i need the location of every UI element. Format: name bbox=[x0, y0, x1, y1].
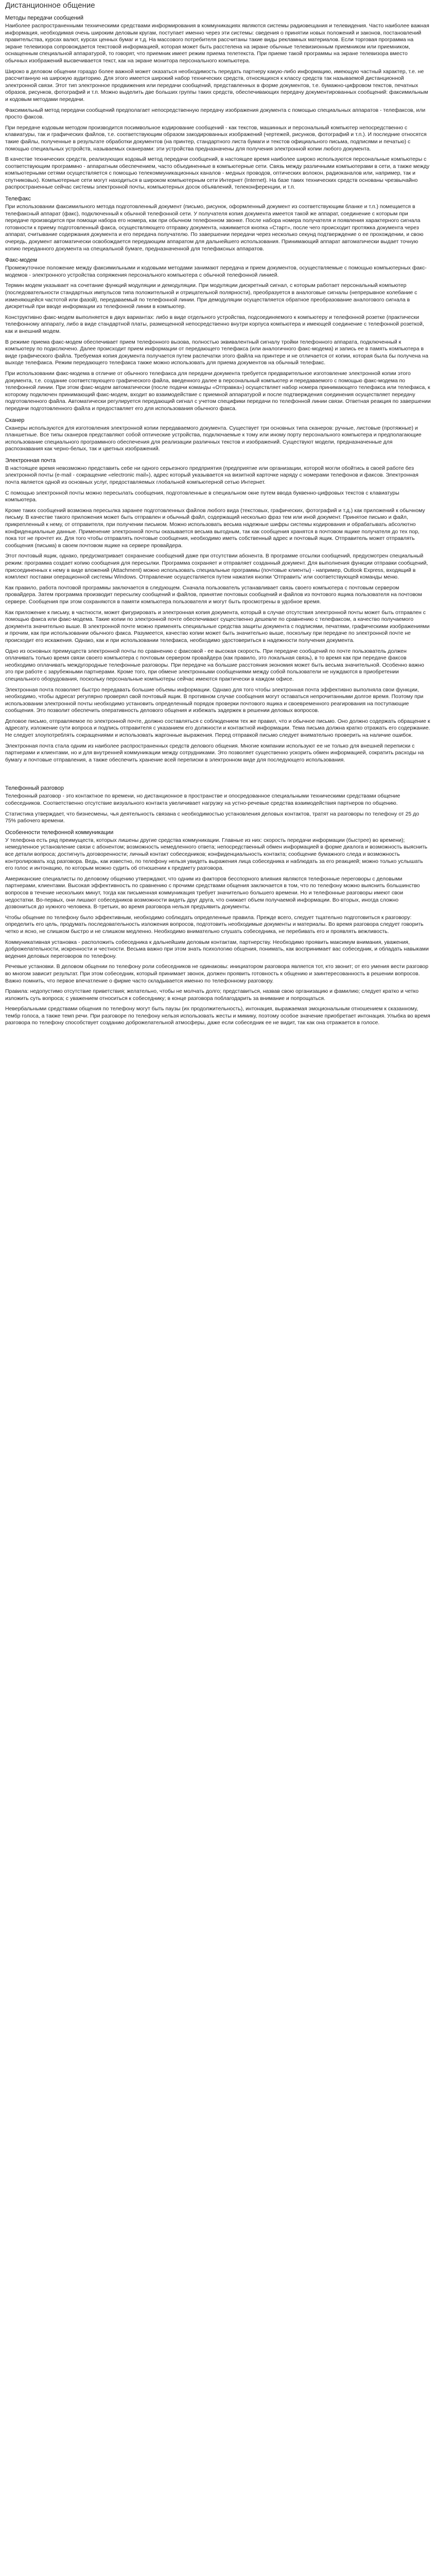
paragraph: В качестве технических средств, реализующих кодовый метод передачи сообщений, в настоящее время наиболее широко используются персональные компьютеры с соответствующим программно - аппаратным обеспечением, часто объединенные в компьютерные сети. Связь между различными компьютерами в сети, а также между компьютерными сетями осуществляется с помощью телекоммуникационных каналов - медных проводов, оптических волокон, радиоканалов или, например, так и спутниковых). Компьютерные сети могут находиться в широком компьютерным сети Интернет (Internet). На базе таких технических средств основаны чрезвычайно распространенные сейчас системы электронной почты, компьютерных досок объявлений, телеконференции, и т.п. bbox=[5, 156, 430, 191]
paragraph: Электронная почта позволяет быстро передавать большие объемы информации. Однако для того чтобы электронная почта эффективно выполняла свои функции, необходимо, чтобы адресат регулярно проверял свой почтовый ящик. В противном случае сообщения могут оставаться непрочитанными долгое время. Поэтому при использовании электронной почты необходимо установить определенный порядок проверки почтового ящика и своевременного реагирования на поступающие сообщения. Это позволит обеспечить оперативность делового общения и избежать задержек в решении деловых вопросов. bbox=[5, 686, 424, 714]
document-body bbox=[5, 14, 431, 1027]
paragraph: Как правило, работа почтовой программы заключается в следующем. Сначала пользователь устанавливает связь своего компьютера с почтовым сервером провайдера. Затем программа производит пересылку сообщений и файлов, принятие почтовых сообщений и файлов из почтового ящика пользователя на почтовом сервере. Сообщения при этом сохраняются в памяти компьютера пользователя и могут быть просмотрены в удобное время. bbox=[5, 584, 422, 605]
section-heading: Телефакс bbox=[5, 196, 31, 202]
paragraph: При использовании факсимильного метода подготовленный документ (письмо, рисунок, оформленный документ из соответствующим бланке и т.п.) помещается в телефаксный аппарат (факс), подключенный к обычной телефонной сети. У получателя копия документа имеется такой же аппарат, соединение с которым при передаче производится при помощи набора его номера, как при обычном телефонном звонке. После набора номера получателя и появления характерного сигнала готовности к приему подготовленный факса, осуществляющего отправку документа, нажимается кнопка «Старт», после чего происходит протяжка документа через аппарат, считывание содержания документа и его передача получателю. По завершении передачи через несколько секунд подтверждение о ее прохождении, и свою очередь, документ автоматически освобождается передающим аппаратом для дальнейшего использования. Принимающий аппарат автоматически выдает точную копию переданного документа на специальной бумаге, предназначенной для телефаксных аппаратов. bbox=[5, 204, 424, 252]
paragraph: Электронная почта стала одним из наиболее распространенных средств делового общения. Многие компании используют ее не только для внешней переписки с партнерами и клиентами, но и для внутренней коммуникации между сотрудниками. Это позволяет существенно ускорить обмен информацией, сократить расходы на бумагу и почтовые отправления, а также обеспечить хранение всей переписки в электронном виде для последующего использования. bbox=[5, 742, 424, 763]
page-title: Дистанционное общение bbox=[5, 1, 95, 10]
paragraph: В настоящее время невозможно представить себе ни одного серьезного предприятия (предприятие или организации, которой могли обойтись в своей работе без электронной почты (e-mail - сокращение «electronic mail»), адрес который указывается на визитной карточке наряду с номерами телефонов и факсов. Электронная почта является одной из основных услуг, предоставляемых глобальной компьютерной сетью Интернет. bbox=[5, 465, 418, 486]
paragraph: Одно из основных преимуществ электронной почты по сравнению с факсовой - ее высокая скорость. При передаче сообщений по почте пользователь должен оплачивать только время связи своего компьютера с почтовым сервером провайдера (как правило, это локальная связь), в то время как при передаче факсов необходимо оплачивать междугородные телефонные разговоры. При передаче на большие расстояния экономия может быть весьма значительной. Особенно важно это при работе с зарубежными партнерами. Кроме того, при обмене электронными сообщениями между собой пользователи не нуждаются в приобретении специального оборудования, поскольку персональные компьютеры сейчас имеются практически в каждом офисе. bbox=[5, 648, 424, 682]
paragraph: Статистика утверждает, что бизнесмены, чья деятельность связана с необходимостью установления деловых контактов, тратят на разговоры по телефону от 25 до 75% рабочего времени. bbox=[5, 810, 420, 824]
paragraph: При передаче кодовым методом производится посимвольное кодирование сообщений - как текстов, машинных и персональный компьютер непосредственно с клавиатуры, так и графических файлов, т.е. соответствующим образом закодированных изображений (чертежей, рисунков, фотографий и т.п.). И последние относятся такие файлы, полученные в результате обработки документов (на принтер, стандартного листа бумаги и текстов официального письма, подписями и печатью) с помощью специальных устройств, называемых сканерами: эти устройства предназначены для получения электронной копии любого документа. bbox=[5, 124, 427, 152]
paragraph: Правила: недопустимо отсутствие приветствия; желательно, чтобы не молчать долго; представиться, назвав свою организацию и фамилию; следует кратко и четко изложить суть вопроса; с уважением относиться к собеседнику; в конце разговора поблагодарить за внимание и попрощаться. bbox=[5, 988, 419, 1002]
section-heading: Факс-модем bbox=[5, 257, 38, 264]
paragraph: Американские специалисты по деловому общению утверждают, что одним из факторов бесспорного влияния являются телефонные переговоры с деловыми партнерами, клиентами. Высокая эффективность по сравнению с прочими средствами общения заключается в том, что по телефону можно выяснить большинство вопросов в течение нескольких минут, тогда как письменная коммуникация требует значительно большего времени. Но и телефонные разговоры имеют свои недостатки. Во-первых, они лишают собеседников возможности видеть друг друга, что снижает объем получаемой информации. Во-вторых, иногда сложно дозвониться до нужного человека. В-третьих, во время разговора нельзя предъявить документы. bbox=[5, 875, 420, 910]
paragraph: Речевые установки. В деловом общении по телефону роли собеседников не одинаковы: инициатором разговора является тот, кто звонит; от его умения вести разговор во многом зависит результат. При этом собеседник, который принимает звонок, должен проявить готовность к общению и заинтересованность в решении вопросов. Важно помнить, что первое впечатление о фирме часто складывается именно по телефонному разговору. bbox=[5, 963, 429, 984]
paragraph: Этот почтовый ящик, однако, предусматривает сохранение сообщений даже при отсутствии абонента. В программе отсылки сообщений, предусмотрен специальный режим: программа создает копию сообщения для пересылки. Программа сохраняет и отправляет созданный документ. Для выполнения функции отправки сообщений, присоединенных к нему в виде вложений (Attachment) можно использовать специальные программы (почтовые клиенты) - например, Outlook Express, входящий в комплект поставки операционной системы Windows. Отправление осуществляется путем нажатия кнопки 'Отправить' или соответствующей команды меню. bbox=[5, 553, 428, 581]
paragraph: Как приложение к письму, в частности, может фигурировать и электронная копия документа, который в случае отсутствия электронной почты может быть отправлен с помощью факса или факс-модема. Такие копии по электронной почте обеспечивают существенно дешевле по сравнению с телефаксом, а качество получаемого документа значительно выше. В электронной почте можно применять специальные средства защиты документа с подписями, печатями, графическими изображениями и прочим, как при использовании обычного факса. Разумеется, качество копии может быть значительно выше, поскольку при передаче по электронной почте не происходит его искажения. Однако, как и при использовании телефакса, необходимо удостовериться в надежности получения документа. bbox=[5, 609, 430, 643]
paragraph: При использовании факс-модема в отличие от обычного телефакса для передачи документа требуется предварительное изготовление электронной копии этого документа, т.е. создание соответствующего графического файла, введенного далее в персональный компьютер и передаваемого с помощью факс-модема по телефонной линии. При этом факс-модем автоматически (после подачи команды «Отправка») осуществляет набор номера принимающего телефакса или телефакса, к которому подключен принимающий факс-модем, входит во взаимодействие с приемной аппаратурой и после подтверждения соединения осуществляет передачу подготовленного файла. Автоматически регулируется передающий сигнал с учетом специфики передачи по телефонной линии связи. Ответная реакция по завершении передачи подготовленного файла и предоставляет его для использования обычного факса. bbox=[5, 370, 431, 412]
paragraph: Конструктивно факс-модем выполняется в двух вариантах: либо в виде отдельного устройства, подсоединяемого к компьютеру и телефонной розетке (практически телефонному аппарату, либо в виде стандартной платы, размещенной непосредственно внутри корпуса компьютера и имеющей соединение с телефонной розеткой, как и внешний модем. bbox=[5, 314, 424, 334]
paragraph: Невербальными средствами общения по телефону могут быть паузы (их продолжительность), интонация, выражаемая эмоциональным отношением к сказанному, тембр голоса, а также темп речи. При разговоре по телефону нельзя использовать жесты и мимику, поэтому особое значение приобретает интонация. Улыбка во время разговора по телефону способствует созданию доброжелательной атмосферы, даже если собеседник ее не видит, так как она отражается в голосе. bbox=[5, 1006, 430, 1026]
section-heading: Особенности телефонной коммуникации bbox=[5, 829, 114, 836]
paragraph: Чтобы общение по телефону было эффективным, необходимо соблюдать определенные правила. Прежде всего, следует тщательно подготовиться к разговору: определить его цель, продумать последовательность изложения вопросов, подготовить необходимые документы и материалы. Во время разговора следует говорить четко и ясно, не слишком быстро и не слишком медленно. Необходимо внимательно слушать собеседника, не перебивать его и проявлять вежливость. bbox=[5, 914, 424, 935]
section-heading: Сканер bbox=[5, 417, 25, 423]
paragraph: Широко в деловом общении гораздо более важной может оказаться необходимость передать партнеру какую-либо информацию, имеющую частный характер, т.е. не рассчитанную на широкую аудиторию. Для этого имеется широкий набор технических средств, относящихся к классу средств так называемой дистанционной электронной связи. Этот тип электронное продвижения или передачи сообщений, представленных в форме документов, т.е. бумажно-цифровом текстов, печатных образов, рисунков, фотографий и т.п. Можно выделить две больших группы таких средств, обеспечивающих передачу документированных сообщений: факсимильным и кодовым методами передачи. bbox=[5, 68, 428, 103]
section-heading: Электронная почта bbox=[5, 457, 56, 464]
paragraph: Факсимильный метод передачи сообщений предполагает непосредственную передачу изображения документа с помощью специальных аппаратов - телефаксов, или просто факсов. bbox=[5, 107, 426, 121]
paragraph: Сканеры используются для изготовления электронной копии передаваемого документа. Существует три основных типа сканеров: ручные, листовые (протяжные) и планшетные. Все типы сканеров представляют собой оптические устройства, подключаемые к тому или иному порту персонального компьютера и предполагающие использование специального программного обеспечения для реализации различных текстов и изображений. Существуют модели, предназначенные для распознавания как черно-белых, так и цветных изображений. bbox=[5, 425, 422, 452]
section-heading: Методы передачи сообщений bbox=[5, 15, 84, 21]
paragraph: В режиме приема факс-модем обеспечивает прием телефонного вызова, полностью эквивалентный сигналу тройки телефонного аппарата, подключенный к компьютеру по подкслючено. Далее происходит прием информации от передающего телефакса (или аналогичного факс-модема) и запись ее в память компьютера в виде графического файла. Требуемая копия документа получается путем распечатки этого файла на принтере и не отличается от копии, которая была бы получена на выходе телефакса. Режим передающего телефакса также можно использовать для приема документов на обычный телефакс. bbox=[5, 338, 428, 366]
paragraph: Промежуточное положение между факсимильными и кодовыми методами занимают передача и прием документов, осуществляемые с помощью компьютерных факс-модемов - электронного устройства сопряжения персонального компьютера с обычной телефонной линией. bbox=[5, 265, 427, 278]
paragraph: Наиболее распространенными техническими средствами информирования в коммуникациях являются системы радиовещания и телевидения. Часто наиболее важная информация, необходимая очень широким деловым кругам, поступает именно через эти системы: сведения о принятии новых положений и законов, постановлений правительства, курсах валют, курсах ценных бумаг и т.д. На массового потребителя рассчитаны такие виды рекламных материалов. Если торговая программа на экране телевизора сопровождается текстовой информацией, которая может быть расстелена на экране обычные телевизионным приемником или приемником, оснащенным специальной аппаратурой, то говорят, что приемник имеет режим приема телетекста. При приеме такой программы на экране телевизора вместо обычных изображений высвечивается текст, как на экране монитора персонального компьютера. bbox=[5, 23, 429, 64]
section-spacer bbox=[5, 767, 431, 781]
paragraph: Деловое письмо, отправляемое по электронной почте, должно составляться с соблюдением тех же правил, что и обычное письмо. Оно должно содержать обращение к адресату, изложение сути вопроса и подпись отправителя с указанием его должности и контактной информации. Тема письма должна кратко отражать его содержание. Не следует злоупотреблять сокращениями и использовать жаргонные выражения. Перед отправкой письмо следует внимательно проверить на наличие ошибок. bbox=[5, 718, 430, 739]
paragraph: Кроме таких сообщений возможна пересылка заранее подготовленных файлов любого вида (текстовых, графических, фотографий и т.д.) как приложений к обычному письму. В качестве такого приложения может быть отправлен и обычный файл, содержащий несколько фраз тем или иной документ. Принятое письмо и файл, прикрепленный к нему, от отправителя, при получении письмом. Можно использовать весьма надежные шифры системы кодирования и обрабатывать абсолютно конфиденциальные данные. Применение электронной почты оказывается весьма выгодным, так как сообщения хранятся в почтовом ящике получателя до тех пор, пока тот не прочтет их. Для того чтобы отправлять почтовые сообщения, необходимо иметь собственный адрес и почтовый ящик. Отправитель может отправлять сообщения (письма) в своем почтовом ящике на сервере провайдера. bbox=[5, 507, 425, 549]
section-heading: Телефонный разговор bbox=[5, 785, 64, 792]
paragraph: У телефона есть ряд преимуществ, которых лишены другие средства коммуникации. Главные из них: скорость передачи информации (быстрее) во времени); немедленное установление связи с абонентом; возможность немедленного ответа; непосредственный обмен информацией в форме диалога и возможность выяснить все детали вопроса; достигнуть договоренности; личный контакт собеседников; конфиденциальность контакта; сообщение бумажного следа и возможность контролировать ход разговора. Ведь, как известно, по телефону нельзя увидеть выражения лица собеседника и наблюдать за его реакцией; можно только услышать его голос и интонацию, по которым можно судить об отношении к предмету разговора. bbox=[5, 837, 428, 872]
paragraph: Коммуникативная установка - расположить собеседника к дальнейшим деловым контактам, партнерству. Необходимо проявить максимум внимания, уважения, доброжелательности, искренности и честности. Весьма важно при этом знать психологию общения, понимать, как воспринимает вас собеседник, и обладать навыками ведения деловых переговоров по телефону. bbox=[5, 939, 429, 959]
paragraph: Термин модем указывает на сочетание функций модуляции и демодуляции. При модуляции дискретный сигнал, с которым работает персональный компьютер (последовательности стандартных импульсов типа положительной и отрицательной полярности), преобразуется в аналоговые сигналы (непрерывное колебание с изменяющейся частотой или фазой), передаваемый по телефонной линии. При демодуляции осуществляется обратное преобразование аналогового сигнала в дискретный при вводе информации из телефонной линии в компьютер. bbox=[5, 282, 417, 310]
paragraph: Телефонный разговор - это контактное по времени, но дистанционное в пространстве и опосредованное специальными техническими средствами общение собеседников. Соответственно отсутствие визуального контакта увеличивает нагрузку на устно-речевые средства взаимодействия партнеров по общению. bbox=[5, 793, 400, 807]
paragraph: С помощью электронной почты можно пересылать сообщения, подготовленные в специальном окне путем ввода буквенно-цифровых текстов с клавиатуры компьютера. bbox=[5, 489, 399, 503]
